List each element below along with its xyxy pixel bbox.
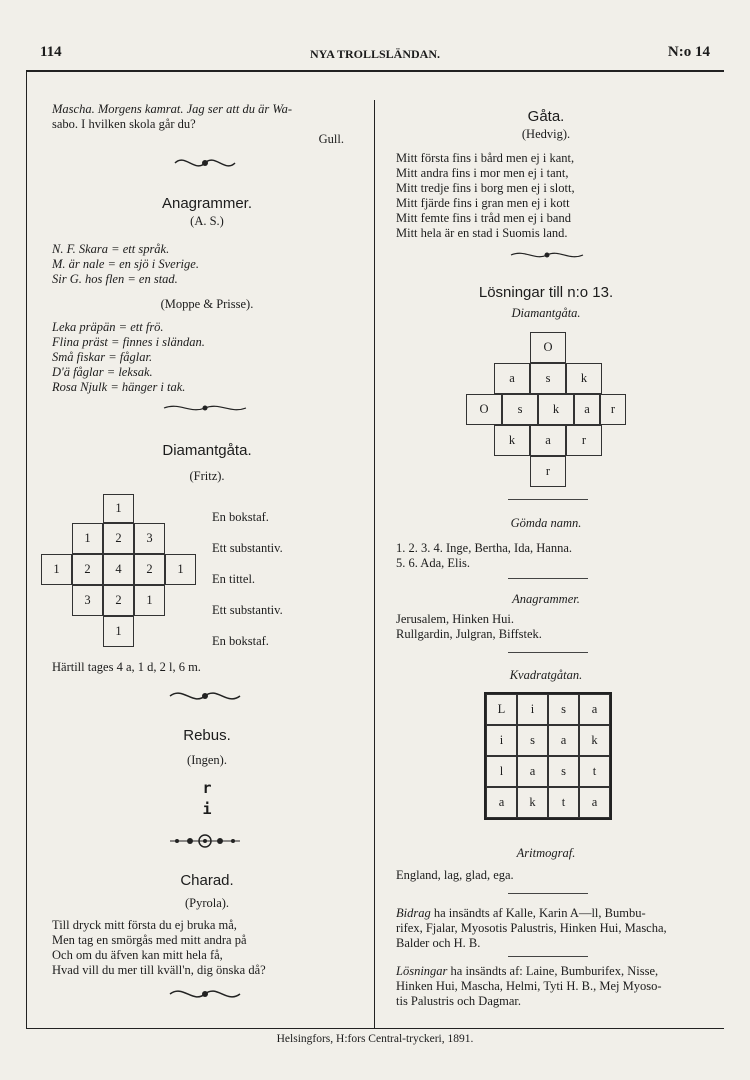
anagram-list: N. F. Skara = ett språk. M. är nale = en sjö i Sverige. Sir G. hos flen = en stad. xyxy=(52,242,199,286)
ornament-divider-icon xyxy=(165,982,245,1006)
grid-cell: k xyxy=(566,363,602,394)
grid-cell: s xyxy=(548,694,579,725)
gata-author: (Hedvig). xyxy=(521,127,571,141)
grid-cell: 1 xyxy=(72,523,103,554)
grid-cell: 1 xyxy=(41,554,72,585)
floral-ornament-icon xyxy=(165,828,245,854)
small-ornament-icon xyxy=(160,398,250,418)
diamant-solution-title: Diamantgåta. xyxy=(511,306,581,320)
grid-cell: i xyxy=(486,725,517,756)
grid-cell: O xyxy=(466,394,502,425)
grid-cell: a xyxy=(486,787,517,818)
grid-cell: 1 xyxy=(103,616,134,647)
grid-cell: r xyxy=(566,425,602,456)
gata-title: Gåta. xyxy=(527,108,565,125)
magazine-title: NYA TROLLSLÄNDAN. xyxy=(309,47,441,61)
losningar-paragraph: Lösningar ha insändts af: Laine, Bumburifex, Nisse, Hinken Hui, Mascha, Helmi, Tyti H. B., Mej Myoso- tis Palustris och Dagmar. xyxy=(396,964,662,1008)
grid-cell: k xyxy=(579,725,610,756)
page-number: 114 xyxy=(40,44,62,60)
rebus-letters: r i xyxy=(202,779,212,818)
rebus-title: Rebus. xyxy=(183,727,231,744)
grid-cell: i xyxy=(517,694,548,725)
solutions-title: Lösningar till n:o 13. xyxy=(478,284,614,301)
section-separator xyxy=(508,652,588,653)
section-separator xyxy=(508,956,588,957)
small-ornament-icon xyxy=(507,245,587,265)
losningar-label: Lösningar xyxy=(396,964,448,978)
grid-cell: s xyxy=(517,725,548,756)
grid-cell: 4 xyxy=(103,554,134,585)
grid-cell: 2 xyxy=(134,554,165,585)
column-rule xyxy=(374,100,375,1028)
grid-cell: 1 xyxy=(165,554,196,585)
grid-cell: 1 xyxy=(134,585,165,616)
kvadrat-title: Kvadratgåtan. xyxy=(509,668,583,682)
anagram2-author: (Moppe & Prisse). xyxy=(160,297,254,311)
grid-cell: a xyxy=(517,756,548,787)
grid-cell: 3 xyxy=(134,523,165,554)
grid-cell: a xyxy=(579,694,610,725)
grid-cell: a xyxy=(548,725,579,756)
charad-title: Charad. xyxy=(180,872,234,889)
diamond-labels: En bokstaf. Ett substantiv. En tittel. Ett substantiv. En bokstaf. xyxy=(212,510,283,648)
grid-cell: r xyxy=(530,456,566,487)
aritmograf-answer: England, lag, glad, ega. xyxy=(396,868,514,882)
gomda-title: Gömda namn. xyxy=(510,516,582,530)
grid-cell: l xyxy=(486,756,517,787)
grid-cell: a xyxy=(494,363,530,394)
grid-cell: 2 xyxy=(103,585,134,616)
gata-poem: Mitt första fins i bård men ej i kant, Mitt andra fins i mor men ej i tant, Mitt tredje fins i borg men ej i slott, Mitt fjärde fins i gran men ej i kott Mitt femte fins i tråd men ej i band Mitt hela är en stad i Suomis land. xyxy=(396,151,575,240)
grid-cell: L xyxy=(486,694,517,725)
grid-cell: t xyxy=(548,787,579,818)
bidrag-label: Bidrag xyxy=(396,906,431,920)
intro-dialogue: Mascha. Morgens kamrat. Jag ser att du är Wa- sabo. I hvilken skola går du? Gull. xyxy=(52,102,344,146)
footer-rule xyxy=(26,1028,724,1029)
left-border xyxy=(26,70,27,1028)
ornament-divider-icon xyxy=(170,151,240,175)
grid-cell: a xyxy=(579,787,610,818)
grid-cell: k xyxy=(517,787,548,818)
grid-cell: k xyxy=(494,425,530,456)
ornament-divider-icon xyxy=(165,684,245,708)
grid-cell: r xyxy=(600,394,626,425)
anagrammer-solution-title: Anagrammer. xyxy=(512,592,580,606)
issue-number: N:o 14 xyxy=(667,44,710,60)
header-rule xyxy=(26,70,724,72)
section-separator xyxy=(508,499,588,500)
section-separator xyxy=(508,578,588,579)
section-separator xyxy=(508,893,588,894)
grid-cell: O xyxy=(530,332,566,363)
charad-author: (Pyrola). xyxy=(184,896,230,910)
anagram2-list: Leka präpän = ett frö. Flina präst = finnes i sländan. Små fiskar = fåglar. D'ä fåglar = leksak. Rosa Njulk = hänger i tak. xyxy=(52,320,205,394)
grid-cell: s xyxy=(530,363,566,394)
grid-cell: s xyxy=(548,756,579,787)
diamond-author: (Fritz). xyxy=(189,469,225,483)
grid-cell: s xyxy=(502,394,538,425)
grid-cell: 2 xyxy=(72,554,103,585)
charad-poem: Till dryck mitt första du ej bruka må, Men tag en smörgås med mitt andra på Och om du äfven kan mitt hela få, Hvad vill du mer till kväll'n, dig önska då? xyxy=(52,918,266,977)
anagrammer-answers: Jerusalem, Hinken Hui. Rullgardin, Julgran, Biffstek. xyxy=(396,612,542,641)
anagram-author: (A. S.) xyxy=(190,214,224,228)
grid-cell: a xyxy=(530,425,566,456)
bidrag-paragraph: Bidrag ha insändts af Kalle, Karin A—ll, Bumbu- rifex, Fjalar, Myosotis Palustris, Hinken Hui, Mascha, Balder och H. B. xyxy=(396,906,667,950)
grid-cell: 3 xyxy=(72,585,103,616)
diamond-title: Diamantgåta. xyxy=(162,442,252,459)
diamond-note: Härtill tages 4 a, 1 d, 2 l, 6 m. xyxy=(52,660,201,674)
aritmograf-title: Aritmograf. xyxy=(516,846,576,860)
anagram-title: Anagrammer. xyxy=(161,195,253,212)
grid-cell: k xyxy=(538,394,574,425)
grid-cell: 1 xyxy=(103,494,134,523)
grid-cell: t xyxy=(579,756,610,787)
grid-cell: a xyxy=(574,394,600,425)
grid-cell: 2 xyxy=(103,523,134,554)
printer-footer: Helsingfors, H:fors Central-tryckeri, 1891. xyxy=(276,1033,474,1045)
rebus-author: (Ingen). xyxy=(187,753,227,767)
gomda-answers: 1. 2. 3. 4. Inge, Bertha, Ida, Hanna. 5. 6. Ada, Elis. xyxy=(396,541,572,570)
